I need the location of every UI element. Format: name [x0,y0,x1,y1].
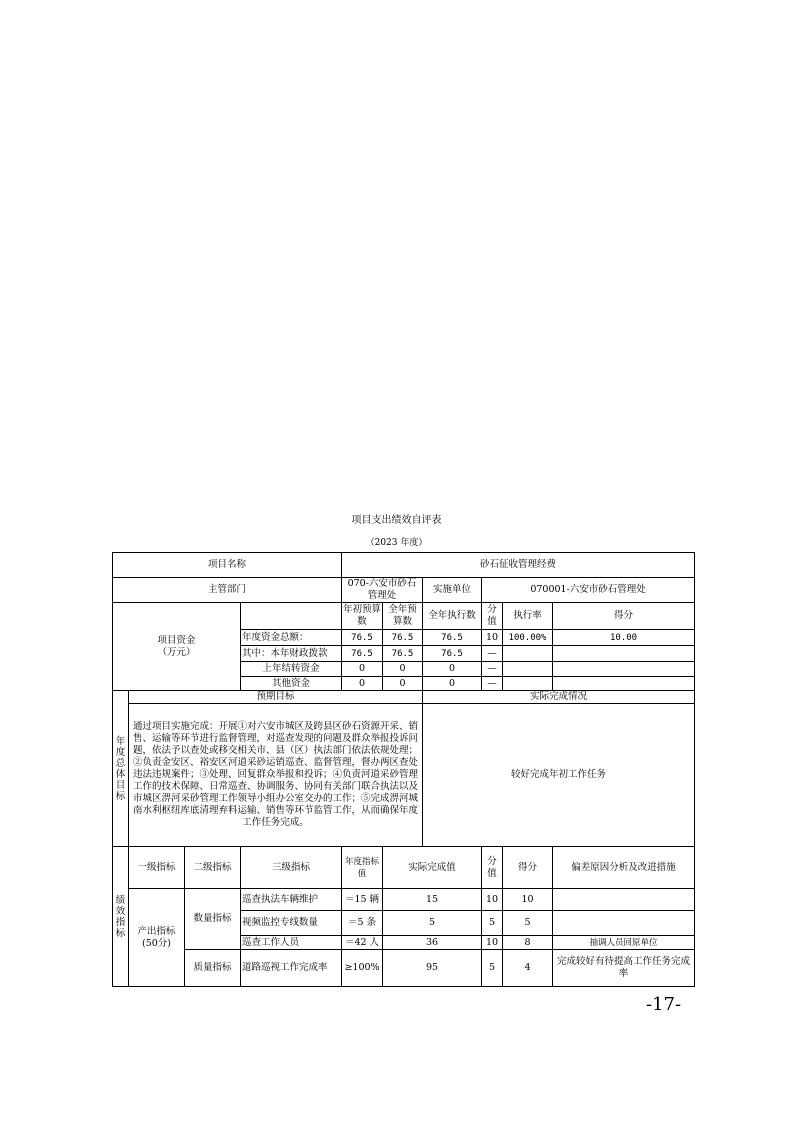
funds-row-label: 其中：本年财政拨款 [241,646,342,662]
funds-executed: 76.5 [423,630,482,646]
funds-header-annual: 全年预算数 [383,603,423,630]
level2-quantity: 数量指标 [185,889,241,950]
level3-name: 巡查执法车辆维护 [241,889,342,911]
funds-score-value: — [482,662,503,677]
indicators-side-label [113,847,129,987]
score-value: 5 [503,911,553,936]
score-value: 4 [503,950,553,987]
funds-score [553,646,695,662]
dept-label: 主管部门 [113,578,342,603]
header-level3: 三级指标 [241,847,342,889]
funds-header-score-value: 分值 [482,603,503,630]
impl-label: 实施单位 [423,578,482,603]
funds-score [553,662,695,677]
level1-output: 产出指标(50分) [129,889,185,987]
funds-initial: 0 [342,677,383,691]
expected-goal-text: 通过项目实施完成：开展①对六安市城区及跨县区砂石资源开采、销售、运输等环节进行监督管理，对巡查发现的问题及群众举报投诉问题，依法予以查处或移交相关市、县（区）执法部门依法依规处理；②负责金安区、裕安区河道采砂运销巡查、监督管理，督办两区查处违法违规案件；③处理、回复群众举报和投诉；④负责河道采砂管理工作的技术保障、日常巡查、协调服务、协同有关部门联合执法以及市城区淠河采砂管理工作领导小组办公室交办的工作；⑤完成淠河城南水利枢纽库底清理弃料运输、销售等环节监管工作，从而确保年度工作任务完成。 [129,704,423,847]
funds-rate: 100.00% [503,630,553,646]
actual-result-text: 较好完成年初工作任务 [423,704,695,847]
expected-goal-header: 预期目标 [129,691,423,704]
funds-annual: 0 [383,662,423,677]
weight-value: 10 [482,889,503,911]
funds-initial: 0 [342,662,383,677]
funds-header-spacer [241,603,342,630]
funds-executed: 0 [423,677,482,691]
funds-initial: 76.5 [342,646,383,662]
header-actual: 实际完成值 [383,847,482,889]
funds-executed: 76.5 [423,646,482,662]
funds-header-initial: 年初预算数 [342,603,383,630]
target-value: ≥100% [342,950,383,987]
level3-name: 巡查工作人员 [241,936,342,950]
funds-score-value: — [482,677,503,691]
header-reason: 偏差原因分析及改进措施 [553,847,695,889]
funds-annual: 76.5 [383,646,423,662]
report-title: 项目支出绩效自评表 [351,515,442,526]
target-value: ＝15 辆 [342,889,383,911]
reason-value [553,911,695,936]
funds-score-value: 10 [482,630,503,646]
target-value: ＝42 人 [342,936,383,950]
target-value: ＝5 条 [342,911,383,936]
goals-side-label [113,691,129,847]
actual-value: 5 [383,911,482,936]
actual-result-header: 实际完成情况 [423,691,695,704]
funds-rate [503,646,553,662]
header-weight: 分值 [482,847,503,889]
funds-rate [503,662,553,677]
goals-side-label-text: 年度总体目标 [115,735,126,802]
funds-score-value: — [482,646,503,662]
funds-header-score: 得分 [553,603,695,630]
level3-name: 视频监控专线数量 [241,911,342,936]
actual-value: 36 [383,936,482,950]
score-value: 10 [503,889,553,911]
performance-table [112,552,695,987]
impl-value: 070001-六安市砂石管理处 [482,578,695,603]
score-value: 8 [503,936,553,950]
actual-value: 95 [383,950,482,987]
funds-annual: 76.5 [383,630,423,646]
funds-initial: 76.5 [342,630,383,646]
funds-rate [503,677,553,691]
reason-value: 抽调人员回原单位 [553,936,695,950]
funds-label: 项目资金 （万元） [113,603,241,691]
level3-name: 道路巡视工作完成率 [241,950,342,987]
level2-quality: 质量指标 [185,950,241,987]
funds-row-label: 上年结转资金 [241,662,342,677]
actual-value: 15 [383,889,482,911]
indicators-side-label-text: 绩效指标 [115,894,126,939]
header-level2: 二级指标 [185,847,241,889]
funds-executed: 0 [423,662,482,677]
weight-value: 5 [482,950,503,987]
funds-annual: 0 [383,677,423,691]
reason-value [553,889,695,911]
funds-score [553,677,695,691]
funds-score: 10.00 [553,630,695,646]
report-year: （2023 年度） [365,538,428,548]
reason-value: 完成较好有待提高工作任务完成率 [553,950,695,987]
dept-value: 070-六安市砂石管理处 [342,578,423,603]
project-name-value: 砂石征收管理经费 [342,553,695,578]
funds-header-rate: 执行率 [503,603,553,630]
header-score: 得分 [503,847,553,889]
weight-value: 10 [482,936,503,950]
header-target: 年度指标值 [342,847,383,889]
funds-row-label: 其他资金 [241,677,342,691]
funds-header-executed: 全年执行数 [423,603,482,630]
header-level1: 一级指标 [129,847,185,889]
page-number: -17- [646,994,682,1015]
weight-value: 5 [482,911,503,936]
funds-row-label: 年度资金总额： [241,630,342,646]
project-name-label: 项目名称 [113,553,342,578]
